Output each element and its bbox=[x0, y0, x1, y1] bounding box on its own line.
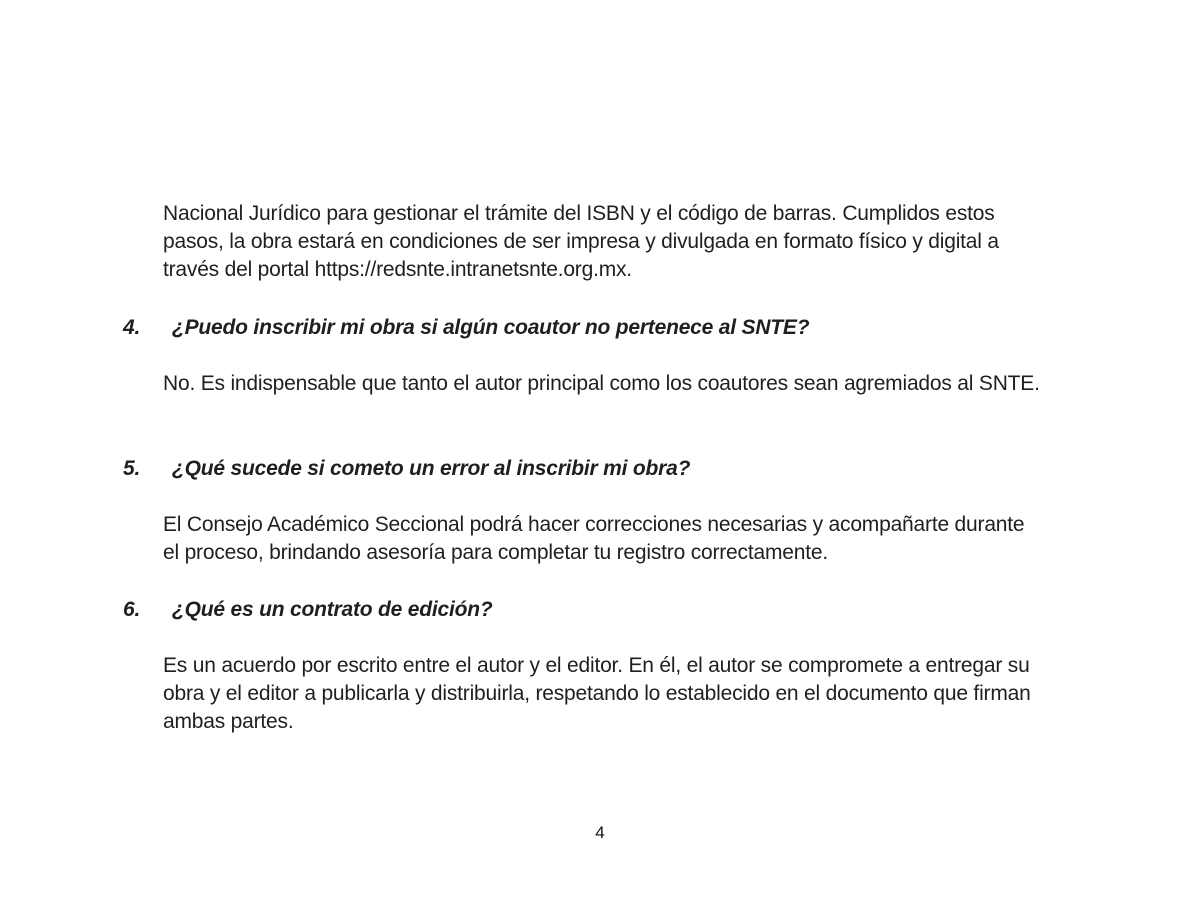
faq-answer-6: Es un acuerdo por escrito entre el autor y el editor. En él, el autor se compromete a entregar su obra y el editor a publicarla y distribuirla, respetando lo establecido en el documento que firman ambas partes. bbox=[163, 654, 1031, 733]
faq-question-5 bbox=[123, 455, 1023, 483]
faq-question-text-5: ¿Qué sucede si cometo un error al inscribir mi obra? bbox=[172, 457, 691, 480]
faq-question-text-4: ¿Puedo inscribir mi obra si algún coautor no pertenece al SNTE? bbox=[172, 316, 810, 339]
intro-paragraph: Nacional Jurídico para gestionar el trámite del ISBN y el código de barras. Cumplidos estos pasos, la obra estará en condiciones de ser impresa y divulgada en formato físico y digital a través del portal https://redsnte.intranetsnte.org.mx. bbox=[163, 202, 999, 281]
faq-number-6: 6. bbox=[123, 598, 141, 621]
faq-answer-4: No. Es indispensable que tanto el autor principal como los coautores sean agremiados al SNTE. bbox=[163, 372, 1040, 395]
faq-answer-5: El Consejo Académico Seccional podrá hacer correcciones necesarias y acompañarte durante el proceso, brindando asesoría para completar tu registro correctamente. bbox=[163, 513, 1025, 564]
faq-number-4: 4. bbox=[123, 316, 141, 339]
page-number: 4 bbox=[595, 823, 605, 842]
faq-question-6 bbox=[123, 596, 1023, 624]
faq-question-4 bbox=[123, 314, 1023, 342]
faq-question-text-6: ¿Qué es un contrato de edición? bbox=[172, 598, 493, 621]
faq-number-5: 5. bbox=[123, 457, 141, 480]
